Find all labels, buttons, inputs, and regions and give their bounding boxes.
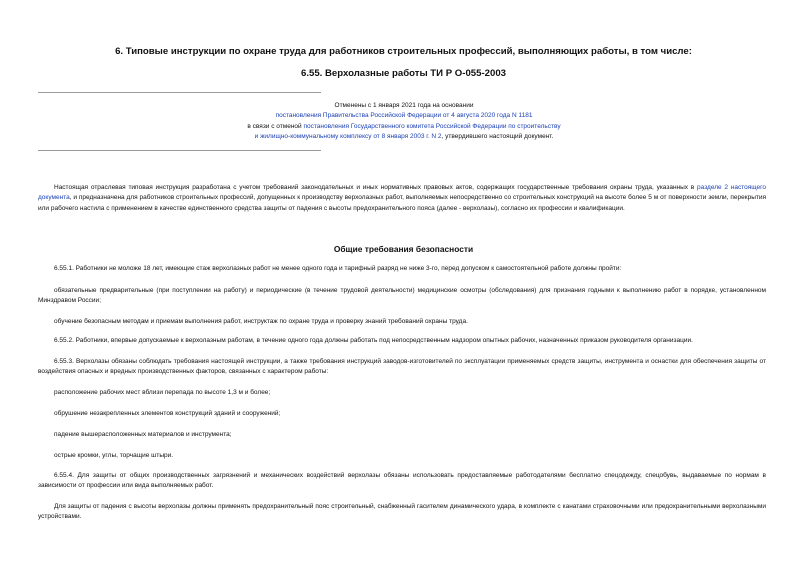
document-title: 6. Типовые инструкции по охране труда для работников строительных профессий, выполняющих работы, в том числе: bbox=[115, 46, 692, 57]
paragraph-6-55-2: 6.55.2. Работники, впервые допускаемые к верхолазным работам, в течение одного года должны работать под непосредственным надзором опытных рабочих, назначенных приказом руководителя организации. bbox=[54, 337, 693, 344]
intro-paragraph bbox=[38, 183, 766, 214]
paragraph-6-55-1: 6.55.1. Работники не моложе 18 лет, имеющие стаж верхолазных работ не менее одного года и тарифный разряд не ниже 3-го, перед допуском к самостоятельной работе должны пройти: bbox=[54, 265, 622, 272]
hazard-list-item: расположение рабочих мест вблизи перепада по высоте 1,3 м и более; bbox=[54, 389, 271, 396]
document-subtitle: 6.55. Верхолазные работы ТИ Р О-055-2003 bbox=[300, 68, 506, 79]
cancellation-notice bbox=[200, 101, 608, 142]
hazard-list-item: падение вышерасположенных материалов и инструмента; bbox=[54, 431, 232, 438]
paragraph-6-55-4: 6.55.4. Для защиты от общих производственных загрязнений и механических воздействий верхолазы обязаны использовать предоставляемые работодателями бесплатно спецодежду, спецобувь, выдаваемые по нормам в зависимости от профессии или вида выполняемых работ. bbox=[38, 472, 766, 490]
notice-line-4-suffix: , утвердившего настоящий документ. bbox=[441, 132, 554, 140]
notice-line-2 bbox=[200, 111, 608, 121]
notice-line-4 bbox=[200, 132, 608, 142]
intro-text-after: , и предназначена для работников строительных профессий, допущенных к производству верхолазных работ, выполняемых непосредственно со строительных конструкций на высоте более 5 м от поверхности земли, перекрытия или рабочего настила с применением в качестве единственного средства защиты от падения с высоты предохранительного пояса (далее - верхолазы), согласно их профессии и квалификации. bbox=[38, 194, 766, 212]
notice-line-1: Отменены с 1 января 2021 года на основании bbox=[334, 102, 474, 109]
paragraph-medical-checks: обязательные предварительные (при поступлении на работу) и периодические (в течение трудовой деятельности) медицинские осмотры (обследования) для признания годными к выполнению работ в порядке, установленном Минздравом России; bbox=[38, 287, 766, 305]
paragraph-fall-protection: Для защиты от падения с высоты верхолазы должны применять предохранительный пояс строительный, снабженный гасителем динамического удара, в комплекте с канатами страховочными или предохранительными верхолазными устройствами. bbox=[38, 503, 766, 521]
notice-top-divider bbox=[38, 92, 321, 93]
paragraph-6-55-3: 6.55.3. Верхолазы обязаны соблюдать требования настоящей инструкции, а также требования инструкций заводов-изготовителей по эксплуатации применяемых средств защиты, инструмента и оснастки для обеспечения защиты от воздействия опасных и вредных производственных факторов, связанных с характером работы: bbox=[38, 358, 766, 376]
notice-line-3 bbox=[200, 122, 608, 132]
gosstroy-resolution-link-cont[interactable]: и жилищно-коммунальному комплексу от 8 января 2003 г. N 2 bbox=[254, 132, 442, 140]
section-heading: Общие требования безопасности bbox=[333, 244, 474, 254]
section-2-link[interactable]: разделе 2 настоящего документа bbox=[38, 184, 766, 202]
hazard-list-item: обрушение незакрепленных элементов конструкций зданий и сооружений; bbox=[54, 410, 281, 417]
paragraph-training: обучение безопасным методам и приемам выполнения работ, инструктаж по охране труда и проверку знаний требований охраны труда. bbox=[54, 318, 468, 325]
hazard-list-item: острые кромки, углы, торчащие штыри. bbox=[54, 452, 174, 459]
intro-text-before: Настоящая отраслевая типовая инструкция разработана с учетом требований законодательных и иных нормативных правовых актов, содержащих государственные требования охраны труда, указанных в bbox=[54, 184, 698, 191]
government-decree-link[interactable]: постановления Правительства Российской Федерации от 4 августа 2020 года N 1181 bbox=[275, 112, 533, 120]
gosstroy-resolution-link[interactable]: постановления Государственного комитета Российской Федерации по строительству bbox=[303, 122, 561, 130]
notice-line-3-prefix: в связи с отменой bbox=[247, 122, 304, 130]
notice-bottom-divider bbox=[38, 150, 321, 151]
